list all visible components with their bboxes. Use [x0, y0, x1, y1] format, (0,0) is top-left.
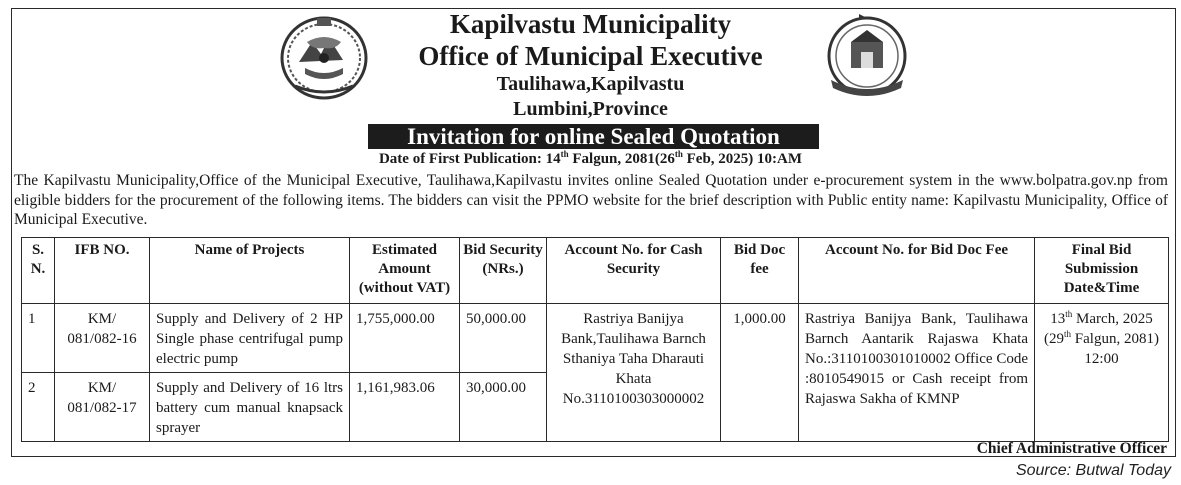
- cell-doc-fee: 1,000.00: [721, 304, 799, 442]
- intro-paragraph: The Kapilvastu Municipality,Office of the Municipal Executive, Taulihawa,Kapilvastu invites online Sealed Quotation under e-procurement system in the www.bolpatra.gov.np from eligible bidders for the procurement of the following items. The bidders can visit the PPMO website for the brief description with Public entity name: Kapilvastu Municipality, Office of Municipal Executive.: [14, 172, 1168, 228]
- province-name: Lumbini,Province: [513, 98, 668, 120]
- office-location: Taulihawa,Kapilvastu: [496, 73, 685, 95]
- col-cash-account: Account No. for Cash Security: [547, 238, 721, 304]
- cell-fee-account: Rastriya Banijya Bank, Taulihawa Barnch Aantarik Rajaswa Khata No.:3110100301010002 Office Code :8010549015 or Cash receipt from Rajaswa Sakha of KMNP: [799, 304, 1035, 442]
- cell-sn: 2: [22, 373, 55, 442]
- table-row: [22, 304, 1169, 373]
- cell-security: 30,000.00: [460, 373, 547, 442]
- table-header-row: [22, 238, 1169, 304]
- notice-title-banner: Invitation for online Sealed Quotation: [368, 124, 819, 149]
- signatory: Chief Administrative Officer: [976, 440, 1167, 457]
- office-name: Office of Municipal Executive: [418, 41, 763, 71]
- cell-ifb: KM/ 081/082-16: [55, 304, 150, 373]
- col-project: Name of Projects: [150, 238, 350, 304]
- col-ifb: IFB NO.: [55, 238, 150, 304]
- col-fee-account: Account No. for Bid Doc Fee: [799, 238, 1035, 304]
- cell-project: Supply and Delivery of 2 HP Single phase centrifugal pump electric pump: [150, 304, 350, 373]
- cell-amount: 1,755,000.00: [350, 304, 460, 373]
- cell-security: 50,000.00: [460, 304, 547, 373]
- cell-project: Supply and Delivery of 16 ltrs battery cum manual knapsack sprayer: [150, 373, 350, 442]
- col-sn: S. N.: [22, 238, 55, 304]
- col-amount: Estimated Amount (without VAT): [350, 238, 460, 304]
- cell-cash-account: Rastriya Banijya Bank,Taulihawa Barnch Sthaniya Taha Dharauti Khata No.3110100303000002: [547, 304, 721, 442]
- municipality-name: Kapilvastu Municipality: [449, 9, 732, 39]
- quotation-table: [21, 237, 1169, 442]
- cell-ifb: KM/ 081/082-17: [55, 373, 150, 442]
- col-security: Bid Security (NRs.): [460, 238, 547, 304]
- cell-amount: 1,161,983.06: [350, 373, 460, 442]
- col-doc-fee: Bid Doc fee: [721, 238, 799, 304]
- source-credit: Source: Butwal Today: [1015, 462, 1171, 479]
- publication-date: Date of First Publication: 14th Falgun, 2081(26th Feb, 2025) 10:AM: [378, 149, 803, 167]
- col-final: Final Bid Submission Date&Time: [1035, 238, 1169, 304]
- cell-sn: 1: [22, 304, 55, 373]
- cell-final-date: 13th March, 2025 (29th Falgun, 2081) 12:00: [1035, 304, 1169, 442]
